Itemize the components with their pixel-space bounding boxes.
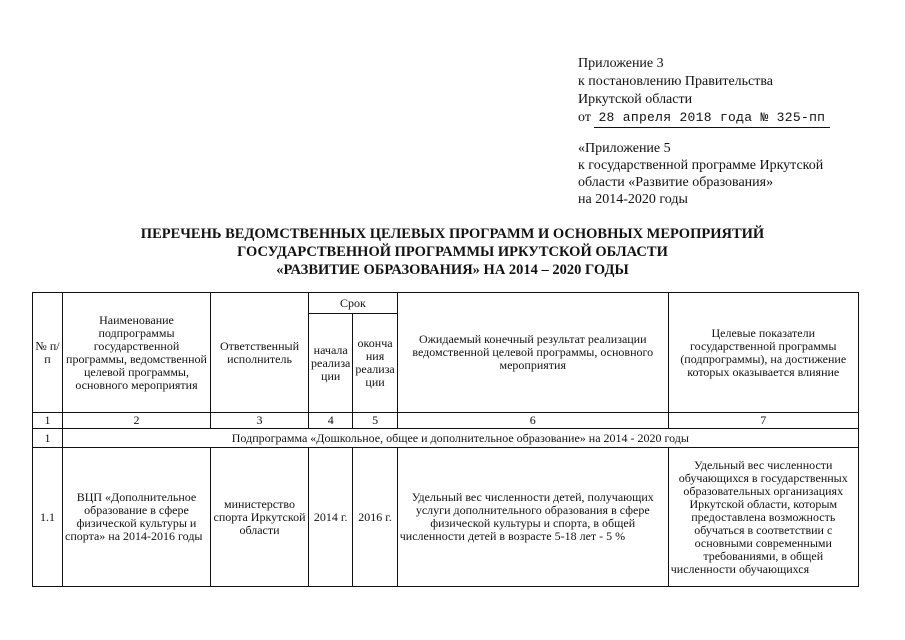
header-num: № п/п — [33, 293, 63, 413]
row-num: 1.1 — [33, 448, 63, 587]
subprogram-row — [33, 429, 859, 448]
annex-line: Приложение 3 — [578, 56, 664, 71]
annex-date-prefix: от — [578, 110, 591, 125]
header-indicators: Целевые показатели государственной программы (подпрограммы), на достижение которых оказывается влияние — [668, 293, 858, 413]
column-numbers-row — [33, 413, 859, 429]
annex-line: Иркутской области — [578, 92, 693, 107]
header-name: Наименование подпрограммы государственной программы, ведомственной целевой программы, основного мероприятия — [63, 293, 211, 413]
title-line: ГОСУДАРСТВЕННОЙ ПРОГРАММЫ ИРКУТСКОЙ ОБЛАСТИ — [237, 244, 668, 260]
title-line: «РАЗВИТИЕ ОБРАЗОВАНИЯ» НА 2014 – 2020 ГОДЫ — [276, 262, 629, 278]
annex-header — [578, 55, 830, 128]
header-end: оконча ния реализа ции — [353, 314, 397, 413]
column-number: 1 — [33, 413, 63, 429]
document-title — [0, 225, 905, 279]
annex-line: к постановлению Правительства — [578, 74, 774, 89]
annex-quote-line: области «Развитие образования» — [578, 175, 774, 190]
table-row — [33, 448, 859, 587]
header-result: Ожидаемый конечный результат реализации ведомственной целевой программы, основного мероприятия — [397, 293, 668, 413]
header-start: начала реализа ции — [309, 314, 353, 413]
column-number: 3 — [211, 413, 309, 429]
row-end: 2016 г. — [353, 448, 397, 587]
row-start: 2014 г. — [309, 448, 353, 587]
annex-quote — [578, 140, 823, 208]
row-result: Удельный вес численности детей, получающих услуги дополнительного образования в сфере физической культуры и спорта, в общей численности детей в возрасте 5-18 лет - 5 % — [397, 448, 668, 587]
title-line: ПЕРЕЧЕНЬ ВЕДОМСТВЕННЫХ ЦЕЛЕВЫХ ПРОГРАММ И ОСНОВНЫХ МЕРОПРИЯТИЙ — [140, 226, 765, 242]
header-term: Срок — [309, 293, 398, 314]
annex-date-line — [578, 109, 830, 128]
row-name: ВЦП «Дополнительное образование в сфере физической культуры и спорта» на 2014-2016 годы — [63, 448, 211, 587]
column-number: 6 — [397, 413, 668, 429]
row-indicators: Удельный вес численности обучающихся в государственных образовательных организациях Иркутской области, которым предоставлена возможность обучаться в соответствии с основными современными требованиями, в общей численности обучающихся — [668, 448, 858, 587]
table-header-row — [33, 293, 859, 314]
column-number: 2 — [63, 413, 211, 429]
column-number: 4 — [309, 413, 353, 429]
subprogram-title: Подпрограмма «Дошкольное, общее и дополнительное образование» на 2014 - 2020 годы — [63, 429, 859, 448]
annex-date-value: 28 апреля 2018 года № 325-пп — [594, 109, 830, 128]
annex-quote-line: к государственной программе Иркутской — [578, 158, 824, 173]
header-exec: Ответственный исполнитель — [211, 293, 309, 413]
programs-table — [32, 292, 859, 587]
row-exec: министерство спорта Иркутской области — [211, 448, 309, 587]
annex-quote-line: на 2014-2020 годы — [578, 192, 688, 207]
column-number: 5 — [353, 413, 397, 429]
column-number: 7 — [668, 413, 858, 429]
annex-quote-line: «Приложение 5 — [578, 141, 671, 156]
subprogram-num: 1 — [33, 429, 63, 448]
